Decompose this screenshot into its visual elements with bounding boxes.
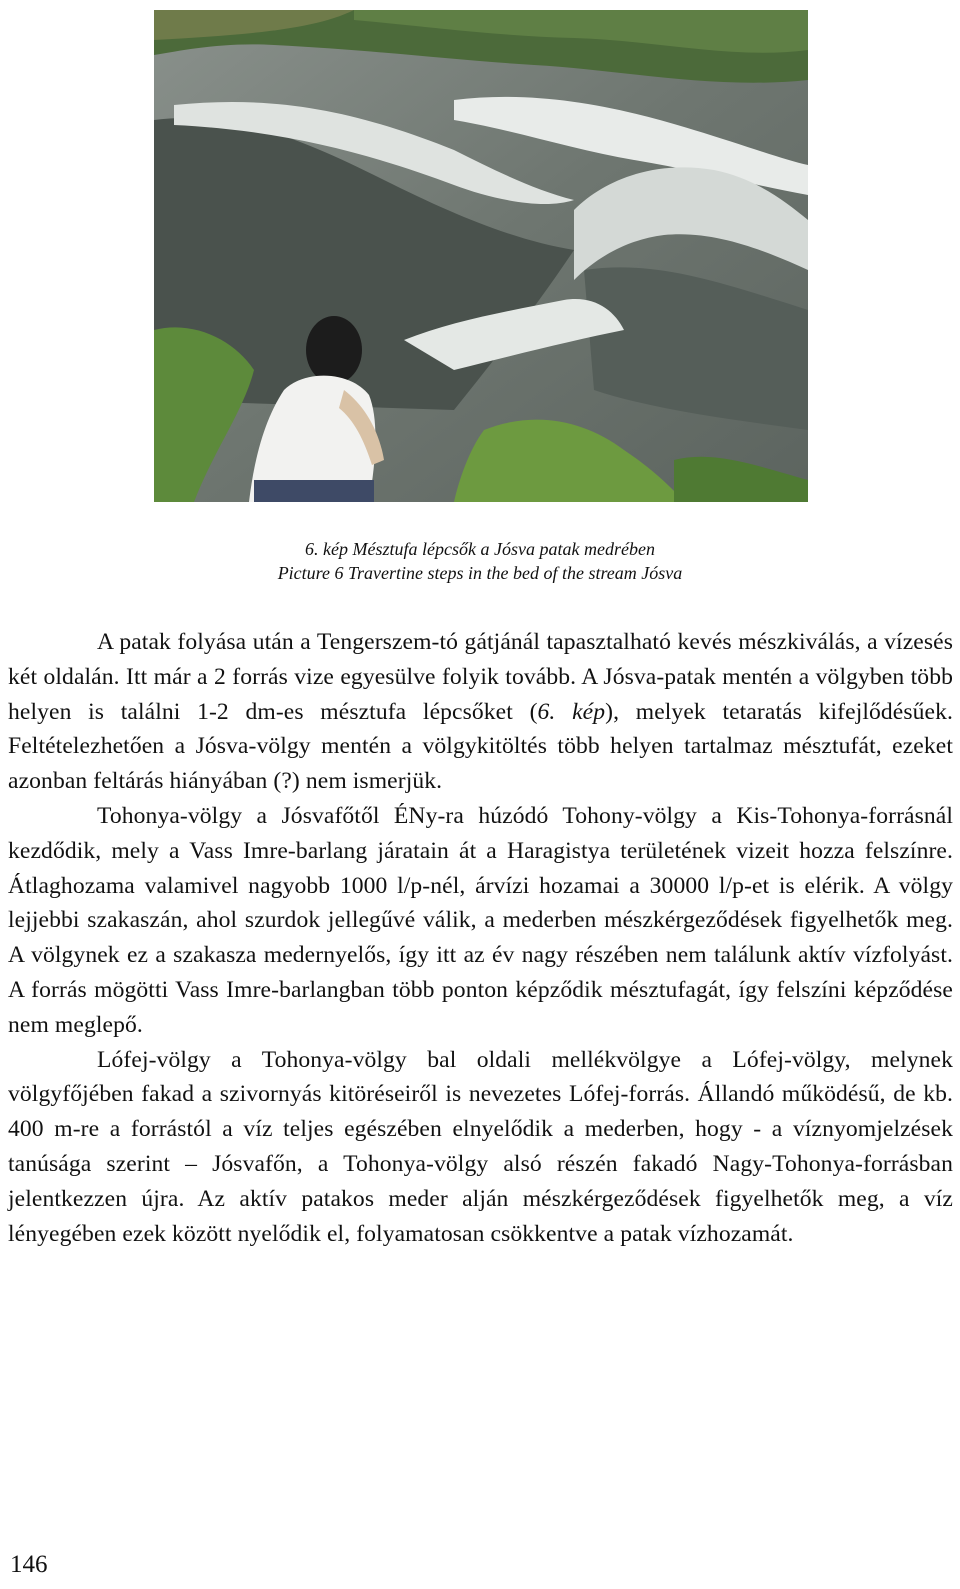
paragraph-1-text-b: ), melyek tetaratás kifejlődésűek. Feltételezhetően a Jósva-völgy mentén a völgykitöltés több helyen tartalmaz mésztufát, ezeket azonban feltárás hiányában (?) nem ismerjük. bbox=[8, 698, 954, 795]
travertine-steps-photo-illustration bbox=[154, 10, 808, 502]
stream-photo bbox=[154, 10, 808, 502]
picture-reference: 6. kép bbox=[537, 698, 606, 725]
paragraph-3: Lófej-völgy a Tohonya-völgy bal oldali mellékvölgye a Lófej-völgy, melynek völgyfőjében fakad a szivornyás kitöréseiről is nevezetes Lófej-forrás. Állandó működésű, de kb. 400 m-re a forrástól a víz teljes egészében elnyelődik a mederben, hogy - a víznyomjelzések tanúsága szerint – Jósvafőn, a Tohonya-völgy alsó részén fakadó Nagy-Tohonya-forrásban jelentkezzen újra. Az aktív patakos meder alján mészkérgeződések figyelhetők meg, a víz lényegében ezek között nyelődik el, folyamatosan csökkentve a patak vízhozamát. bbox=[8, 1046, 953, 1247]
figure-caption-english: Picture 6 Travertine steps in the bed of the stream Jósva bbox=[277, 563, 683, 583]
body-text bbox=[8, 625, 953, 1251]
page-number: 146 bbox=[10, 1551, 48, 1578]
paragraph-2: Tohonya-völgy a Jósvafőtől ÉNy-ra húzódó Tohony-völgy a Kis-Tohonya-forrásnál kezdődik, mely a Vass Imre-barlang járatain át a Haragistya területének vizeit hozza felszínre. Átlaghozama valamivel nagyobb 1000 l/p-nél, árvízi hozamai a 30000 l/p-et is elérik. A völgy lejjebbi szakaszán, ahol szurdok jellegűvé válik, a mederben mészkérgeződések figyelhetők meg. A völgynek ez a szakasza medernyelős, így itt az év nagy részében nem találunk aktív vízfolyást. A forrás mögötti Vass Imre-barlangban több ponton képződik mésztufagát, így felszíni képződése nem meglepő. bbox=[8, 802, 953, 1038]
figure-caption-hungarian: 6. kép Mésztufa lépcsők a Jósva patak medrében bbox=[305, 539, 655, 559]
paragraph-1 bbox=[8, 625, 953, 799]
paragraph-1-text-a: A patak folyása után a Tengerszem-tó gátjánál tapasztalható kevés mészkiválás, a vízesés két oldalán. Itt már a 2 forrás vize egyesülve folyik tovább. A Jósva-patak mentén a völgyben több helyen is találni 1-2 dm-es mésztufa lépcsőket ( bbox=[8, 629, 953, 725]
